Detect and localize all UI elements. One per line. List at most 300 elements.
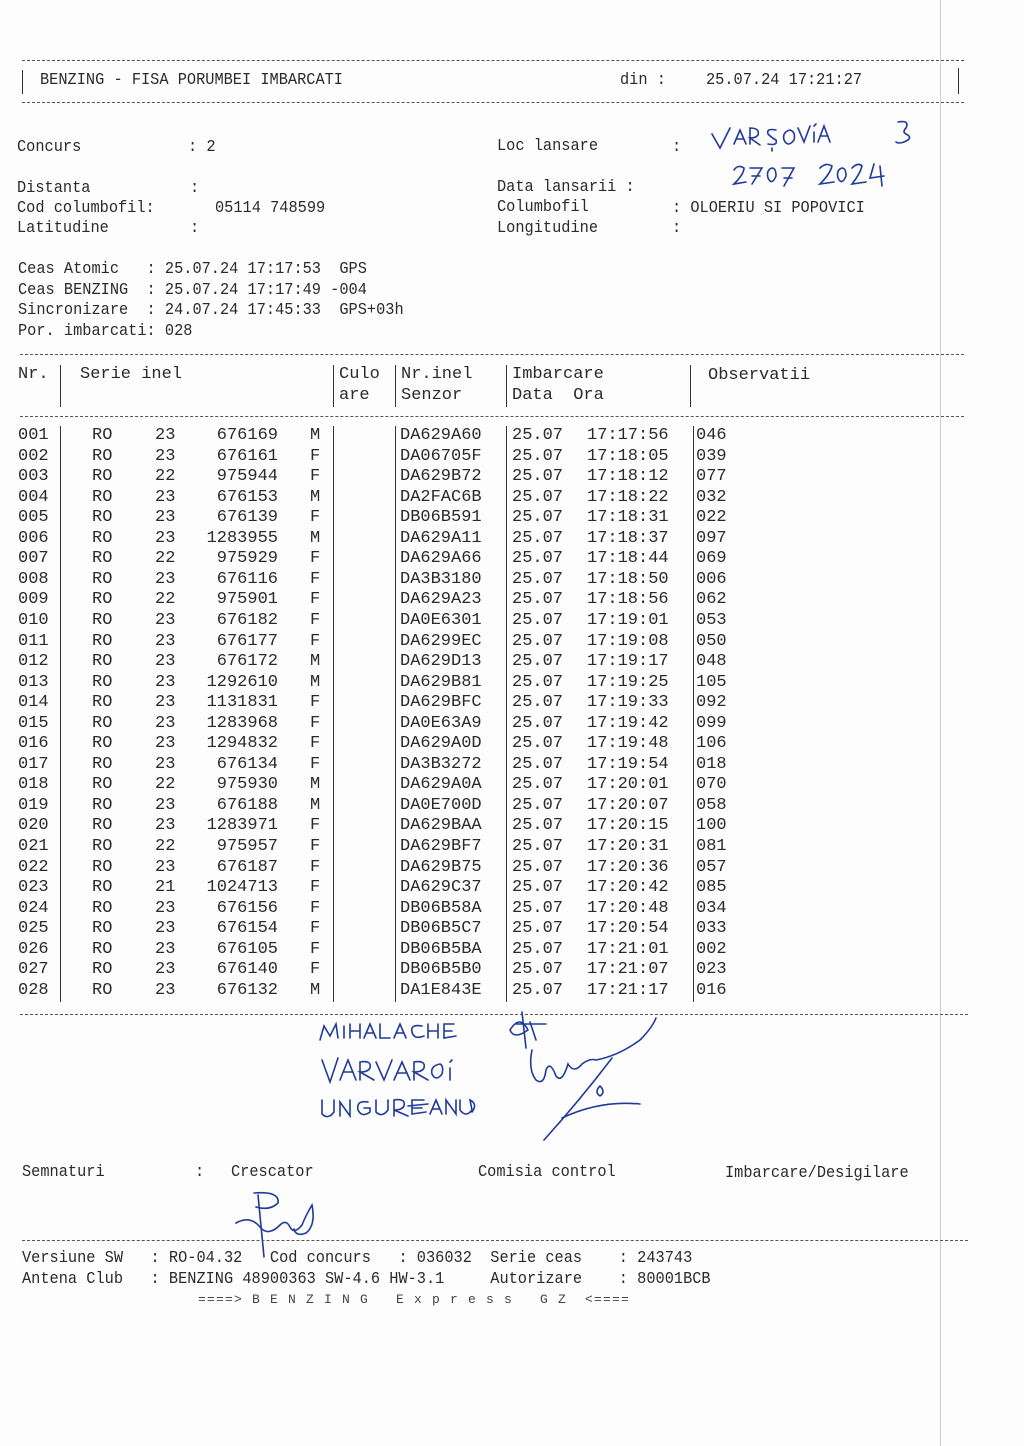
cell-country: RO xyxy=(92,549,113,569)
cell-nr: 028 xyxy=(18,980,49,1000)
cell-sensor: DA629A66 xyxy=(400,549,482,569)
cell-ring: 676161 xyxy=(216,446,278,466)
cell-country: RO xyxy=(92,467,113,487)
cell-sex: F xyxy=(310,713,321,733)
table-row xyxy=(0,796,760,816)
cell-sex: M xyxy=(310,775,321,795)
table-row xyxy=(0,611,760,631)
cell-time: 17:21:07 xyxy=(587,960,669,980)
cell-sex: M xyxy=(310,672,321,692)
cell-date: 25.07 xyxy=(512,652,564,672)
cell-obs: 106 xyxy=(696,734,727,754)
por-imbarcati: Por. imbarcati: 028 xyxy=(18,322,193,341)
table-row xyxy=(0,467,760,487)
cell-obs: 069 xyxy=(696,549,727,569)
cell-sensor: DA629C37 xyxy=(400,878,482,898)
cell-sensor: DA0E63A9 xyxy=(400,713,482,733)
cell-date: 25.07 xyxy=(512,980,564,1000)
cell-date: 25.07 xyxy=(512,878,564,898)
cell-sex: M xyxy=(310,426,321,445)
table-row xyxy=(0,590,760,610)
col-header-nr-inel-2: Senzor xyxy=(401,386,463,405)
header-right-border xyxy=(958,68,959,94)
cell-time: 17:19:01 xyxy=(587,610,669,630)
divider xyxy=(22,102,964,103)
cell-sex: M xyxy=(310,795,321,815)
col-header-culoare-1: Culo xyxy=(339,365,380,384)
col-header-serie-inel: Serie inel xyxy=(80,365,183,384)
cell-obs: 099 xyxy=(696,713,727,733)
cell-time: 17:18:37 xyxy=(587,528,669,548)
cell-sex: F xyxy=(310,857,321,877)
cell-country: RO xyxy=(92,508,113,528)
cell-year: 23 xyxy=(155,672,176,692)
cell-ring: 975929 xyxy=(216,549,278,569)
cell-sex: M xyxy=(310,528,321,548)
cell-year: 23 xyxy=(155,939,176,959)
col-separator xyxy=(60,365,61,407)
table-row xyxy=(0,981,760,1001)
col-separator xyxy=(506,365,507,407)
cell-time: 17:18:12 xyxy=(587,467,669,487)
cell-year: 23 xyxy=(155,734,176,754)
header-left-border xyxy=(22,70,23,94)
cell-year: 22 xyxy=(155,837,176,856)
cell-time: 17:20:07 xyxy=(587,795,669,815)
cell-date: 25.07 xyxy=(512,426,564,445)
cell-sex: F xyxy=(310,467,321,487)
col-separator xyxy=(395,426,396,1002)
cell-date: 25.07 xyxy=(512,672,564,692)
table-row xyxy=(0,940,760,960)
cell-sex: F xyxy=(310,631,321,651)
cell-sex: F xyxy=(310,734,321,754)
cell-obs: 092 xyxy=(696,693,727,713)
cell-obs: 081 xyxy=(696,837,727,856)
latitudine-label: Latitudine xyxy=(17,219,109,238)
table-row xyxy=(0,570,760,590)
cell-time: 17:20:36 xyxy=(587,857,669,877)
cell-ring: 676177 xyxy=(216,631,278,651)
footer-benzing-express: ====> B E N Z I N G E x p r e s s G Z <==== xyxy=(198,1292,631,1307)
cell-sensor: DA629A0A xyxy=(400,775,482,795)
cell-nr: 018 xyxy=(18,775,49,795)
cell-nr: 020 xyxy=(18,816,49,836)
cell-obs: 034 xyxy=(696,898,727,918)
cell-nr: 005 xyxy=(18,508,49,528)
cell-sex: F xyxy=(310,939,321,959)
divider xyxy=(20,354,964,355)
concurs-label: Concurs xyxy=(17,138,82,157)
cell-sensor: DA06705F xyxy=(400,446,482,466)
cell-country: RO xyxy=(92,816,113,836)
cell-year: 23 xyxy=(155,795,176,815)
cell-nr: 001 xyxy=(18,426,49,445)
table-row xyxy=(0,549,760,569)
handwritten-commission-names xyxy=(300,1000,700,1150)
cell-sensor: DA629A23 xyxy=(400,590,482,610)
cell-sex: F xyxy=(310,816,321,836)
cell-time: 17:18:31 xyxy=(587,508,669,528)
cell-year: 21 xyxy=(155,878,176,898)
cell-ring: 676182 xyxy=(216,610,278,630)
table-row xyxy=(0,837,760,857)
col-separator xyxy=(506,426,507,1002)
cell-obs: 048 xyxy=(696,652,727,672)
cell-ring: 676188 xyxy=(216,795,278,815)
cell-obs: 032 xyxy=(696,487,727,507)
table-row xyxy=(0,714,760,734)
cell-time: 17:19:33 xyxy=(587,693,669,713)
cell-obs: 033 xyxy=(696,919,727,939)
cell-time: 17:18:44 xyxy=(587,549,669,569)
cell-time: 17:18:22 xyxy=(587,487,669,507)
handwritten-location-date xyxy=(700,108,930,198)
distanta-label: Distanta xyxy=(17,179,91,198)
imbarcare-desigilare-label: Imbarcare/Desigilare xyxy=(725,1164,909,1183)
cell-country: RO xyxy=(92,426,113,445)
cell-sensor: DA629D13 xyxy=(400,652,482,672)
cell-date: 25.07 xyxy=(512,693,564,713)
footer-versiune-line: Versiune SW : RO-04.32 Cod concurs : 036032 Serie ceas : 243743 xyxy=(22,1249,693,1268)
cell-country: RO xyxy=(92,569,113,589)
cell-nr: 026 xyxy=(18,939,49,959)
sincronizare: Sincronizare : 24.07.24 17:45:33 GPS+03h xyxy=(18,301,404,320)
cell-country: RO xyxy=(92,898,113,918)
columbofil-value: : OLOERIU SI POPOVICI xyxy=(672,199,865,218)
cell-sensor: DB06B5B0 xyxy=(400,960,482,980)
cell-year: 23 xyxy=(155,713,176,733)
din-value: 25.07.24 17:21:27 xyxy=(706,71,863,90)
cell-time: 17:18:50 xyxy=(587,569,669,589)
cell-date: 25.07 xyxy=(512,775,564,795)
cell-time: 17:20:31 xyxy=(587,837,669,856)
cell-obs: 023 xyxy=(696,960,727,980)
cell-obs: 006 xyxy=(696,569,727,589)
cell-year: 23 xyxy=(155,816,176,836)
cell-date: 25.07 xyxy=(512,610,564,630)
cell-ring: 1131831 xyxy=(206,693,278,713)
cell-country: RO xyxy=(92,610,113,630)
cell-nr: 022 xyxy=(18,857,49,877)
col-separator xyxy=(693,426,694,1002)
cell-obs: 039 xyxy=(696,446,727,466)
cell-sensor: DA0E6301 xyxy=(400,610,482,630)
table-row xyxy=(0,508,760,528)
cell-country: RO xyxy=(92,960,113,980)
cell-time: 17:19:54 xyxy=(587,754,669,774)
cell-country: RO xyxy=(92,652,113,672)
cell-obs: 018 xyxy=(696,754,727,774)
cell-sensor: DA0E700D xyxy=(400,795,482,815)
cell-nr: 003 xyxy=(18,467,49,487)
cell-nr: 017 xyxy=(18,754,49,774)
cell-year: 23 xyxy=(155,652,176,672)
cell-nr: 013 xyxy=(18,672,49,692)
cell-country: RO xyxy=(92,837,113,856)
cell-date: 25.07 xyxy=(512,713,564,733)
cell-ring: 1024713 xyxy=(206,878,278,898)
paper-fold-line xyxy=(940,0,941,1446)
cell-country: RO xyxy=(92,693,113,713)
document-title: BENZING - FISA PORUMBEI IMBARCATI xyxy=(40,71,343,90)
cell-ring: 1294832 xyxy=(206,734,278,754)
cell-time: 17:19:48 xyxy=(587,734,669,754)
cell-nr: 024 xyxy=(18,898,49,918)
cod-columbofil-value: 05114 748599 xyxy=(215,199,326,218)
cell-year: 23 xyxy=(155,960,176,980)
cell-ring: 676105 xyxy=(216,939,278,959)
cell-sensor: DA2FAC6B xyxy=(400,487,482,507)
cell-date: 25.07 xyxy=(512,919,564,939)
cell-sensor: DA3B3272 xyxy=(400,754,482,774)
cell-sex: F xyxy=(310,610,321,630)
cell-time: 17:19:08 xyxy=(587,631,669,651)
cell-sex: F xyxy=(310,960,321,980)
cell-country: RO xyxy=(92,939,113,959)
cell-obs: 057 xyxy=(696,857,727,877)
table-row xyxy=(0,755,760,775)
cell-date: 25.07 xyxy=(512,795,564,815)
cell-obs: 053 xyxy=(696,610,727,630)
cell-sex: F xyxy=(310,590,321,610)
cell-obs: 016 xyxy=(696,980,727,1000)
cell-country: RO xyxy=(92,734,113,754)
cell-nr: 015 xyxy=(18,713,49,733)
cell-sensor: DA3B3180 xyxy=(400,569,482,589)
cell-obs: 105 xyxy=(696,672,727,692)
cell-country: RO xyxy=(92,878,113,898)
col-header-observatii: Observatii xyxy=(708,366,811,385)
cell-country: RO xyxy=(92,857,113,877)
cell-obs: 022 xyxy=(696,508,727,528)
cell-sex: F xyxy=(310,446,321,466)
cell-sensor: DB06B5BA xyxy=(400,939,482,959)
col-header-nr-inel-1: Nr.inel xyxy=(401,365,473,384)
cell-date: 25.07 xyxy=(512,734,564,754)
cell-sensor: DA629A60 xyxy=(400,426,482,445)
cell-ring: 975944 xyxy=(216,467,278,487)
col-header-imbarcare-1: Imbarcare xyxy=(512,365,604,384)
cell-year: 23 xyxy=(155,693,176,713)
cell-date: 25.07 xyxy=(512,446,564,466)
loc-lansare-colon: : xyxy=(672,138,682,157)
cell-year: 23 xyxy=(155,528,176,548)
cell-year: 23 xyxy=(155,610,176,630)
cell-year: 23 xyxy=(155,426,176,445)
cell-ring: 676156 xyxy=(216,898,278,918)
cell-obs: 002 xyxy=(696,939,727,959)
table-row xyxy=(0,878,760,898)
cell-sex: F xyxy=(310,878,321,898)
cell-nr: 012 xyxy=(18,652,49,672)
cell-time: 17:20:48 xyxy=(587,898,669,918)
cell-time: 17:17:56 xyxy=(587,426,669,445)
table-row xyxy=(0,858,760,878)
cell-year: 23 xyxy=(155,569,176,589)
cod-columbofil-label: Cod columbofil: xyxy=(17,199,155,218)
semnaturi-colon: : xyxy=(195,1163,205,1182)
cell-date: 25.07 xyxy=(512,754,564,774)
cell-year: 22 xyxy=(155,549,176,569)
divider xyxy=(20,416,964,417)
table-row xyxy=(0,652,760,672)
table-row xyxy=(0,693,760,713)
cell-time: 17:20:42 xyxy=(587,878,669,898)
cell-sex: F xyxy=(310,569,321,589)
cell-time: 17:21:01 xyxy=(587,939,669,959)
cell-sex: M xyxy=(310,487,321,507)
cell-year: 23 xyxy=(155,631,176,651)
divider xyxy=(22,1240,968,1241)
table-row xyxy=(0,960,760,980)
col-separator xyxy=(395,365,396,407)
cell-date: 25.07 xyxy=(512,837,564,856)
cell-year: 22 xyxy=(155,590,176,610)
cell-ring: 676154 xyxy=(216,919,278,939)
cell-year: 22 xyxy=(155,775,176,795)
cell-obs: 100 xyxy=(696,816,727,836)
cell-year: 22 xyxy=(155,467,176,487)
cell-nr: 016 xyxy=(18,734,49,754)
col-separator xyxy=(333,426,334,1002)
loc-lansare-label: Loc lansare xyxy=(497,137,598,156)
cell-country: RO xyxy=(92,590,113,610)
cell-year: 23 xyxy=(155,980,176,1000)
cell-sex: F xyxy=(310,919,321,939)
cell-time: 17:20:01 xyxy=(587,775,669,795)
cell-nr: 010 xyxy=(18,610,49,630)
cell-country: RO xyxy=(92,754,113,774)
concurs-value: : 2 xyxy=(188,138,216,157)
cell-sensor: DA629B81 xyxy=(400,672,482,692)
longitudine-label: Longitudine xyxy=(497,219,598,238)
cell-time: 17:19:25 xyxy=(587,672,669,692)
cell-obs: 085 xyxy=(696,878,727,898)
cell-year: 23 xyxy=(155,919,176,939)
cell-sex: M xyxy=(310,980,321,1000)
cell-obs: 070 xyxy=(696,775,727,795)
table-row xyxy=(0,673,760,693)
cell-sex: M xyxy=(310,652,321,672)
cell-date: 25.07 xyxy=(512,569,564,589)
cell-date: 25.07 xyxy=(512,816,564,836)
cell-time: 17:18:05 xyxy=(587,446,669,466)
cell-sensor: DA629BAA xyxy=(400,816,482,836)
col-separator xyxy=(333,365,334,407)
cell-time: 17:19:42 xyxy=(587,713,669,733)
columbofil-label: Columbofil xyxy=(497,198,589,217)
cell-country: RO xyxy=(92,446,113,466)
cell-sensor: DA629BFC xyxy=(400,693,482,713)
cell-time: 17:20:54 xyxy=(587,919,669,939)
cell-country: RO xyxy=(92,528,113,548)
cell-date: 25.07 xyxy=(512,508,564,528)
cell-nr: 019 xyxy=(18,795,49,815)
cell-nr: 025 xyxy=(18,919,49,939)
col-separator xyxy=(690,365,691,407)
cell-sensor: DA629BF7 xyxy=(400,837,482,856)
cell-nr: 002 xyxy=(18,446,49,466)
cell-sensor: DA629B72 xyxy=(400,467,482,487)
cell-ring: 676169 xyxy=(216,426,278,445)
cell-sex: F xyxy=(310,898,321,918)
table-row xyxy=(0,447,760,467)
table-row xyxy=(0,775,760,795)
table-row xyxy=(0,899,760,919)
cell-year: 23 xyxy=(155,754,176,774)
cell-time: 17:19:17 xyxy=(587,652,669,672)
cell-date: 25.07 xyxy=(512,631,564,651)
cell-date: 25.07 xyxy=(512,549,564,569)
semnaturi-label: Semnaturi xyxy=(22,1163,105,1182)
cell-nr: 007 xyxy=(18,549,49,569)
cell-country: RO xyxy=(92,713,113,733)
distanta-colon: : xyxy=(190,179,200,198)
divider xyxy=(22,60,964,61)
longitudine-colon: : xyxy=(672,219,682,238)
cell-year: 23 xyxy=(155,487,176,507)
cell-date: 25.07 xyxy=(512,857,564,877)
comisia-control-label: Comisia control xyxy=(478,1163,616,1182)
cell-ring: 1283955 xyxy=(206,528,278,548)
col-header-imbarcare-2: Data Ora xyxy=(512,386,604,405)
cell-sensor: DB06B5C7 xyxy=(400,919,482,939)
cell-sensor: DA1E843E xyxy=(400,980,482,1000)
cell-ring: 676172 xyxy=(216,652,278,672)
cell-ring: 975901 xyxy=(216,590,278,610)
cell-sensor: DB06B58A xyxy=(400,898,482,918)
table-row xyxy=(0,632,760,652)
cell-sex: F xyxy=(310,837,321,856)
cell-date: 25.07 xyxy=(512,960,564,980)
cell-ring: 1283971 xyxy=(206,816,278,836)
cell-obs: 097 xyxy=(696,528,727,548)
cell-year: 23 xyxy=(155,857,176,877)
cell-sensor: DA6299EC xyxy=(400,631,482,651)
cell-nr: 014 xyxy=(18,693,49,713)
crescator-label: Crescator xyxy=(231,1163,314,1182)
cell-ring: 1292610 xyxy=(206,672,278,692)
cell-nr: 009 xyxy=(18,590,49,610)
cell-ring: 676132 xyxy=(216,980,278,1000)
cell-ring: 975957 xyxy=(216,837,278,856)
latitudine-colon: : xyxy=(190,219,200,238)
cell-obs: 050 xyxy=(696,631,727,651)
cell-nr: 023 xyxy=(18,878,49,898)
cell-date: 25.07 xyxy=(512,590,564,610)
table-row xyxy=(0,919,760,939)
cell-obs: 046 xyxy=(696,426,727,445)
cell-country: RO xyxy=(92,919,113,939)
cell-ring: 1283968 xyxy=(206,713,278,733)
cell-country: RO xyxy=(92,795,113,815)
cell-year: 23 xyxy=(155,508,176,528)
cell-ring: 676134 xyxy=(216,754,278,774)
cell-ring: 676139 xyxy=(216,508,278,528)
cell-time: 17:18:56 xyxy=(587,590,669,610)
cell-time: 17:21:17 xyxy=(587,980,669,1000)
ceas-atomic: Ceas Atomic : 25.07.24 17:17:53 GPS xyxy=(18,260,367,279)
cell-country: RO xyxy=(92,775,113,795)
cell-date: 25.07 xyxy=(512,939,564,959)
cell-sensor: DA629A0D xyxy=(400,734,482,754)
cell-date: 25.07 xyxy=(512,898,564,918)
cell-nr: 008 xyxy=(18,569,49,589)
col-header-nr: Nr. xyxy=(18,365,49,384)
cell-sex: F xyxy=(310,754,321,774)
cell-ring: 676140 xyxy=(216,960,278,980)
